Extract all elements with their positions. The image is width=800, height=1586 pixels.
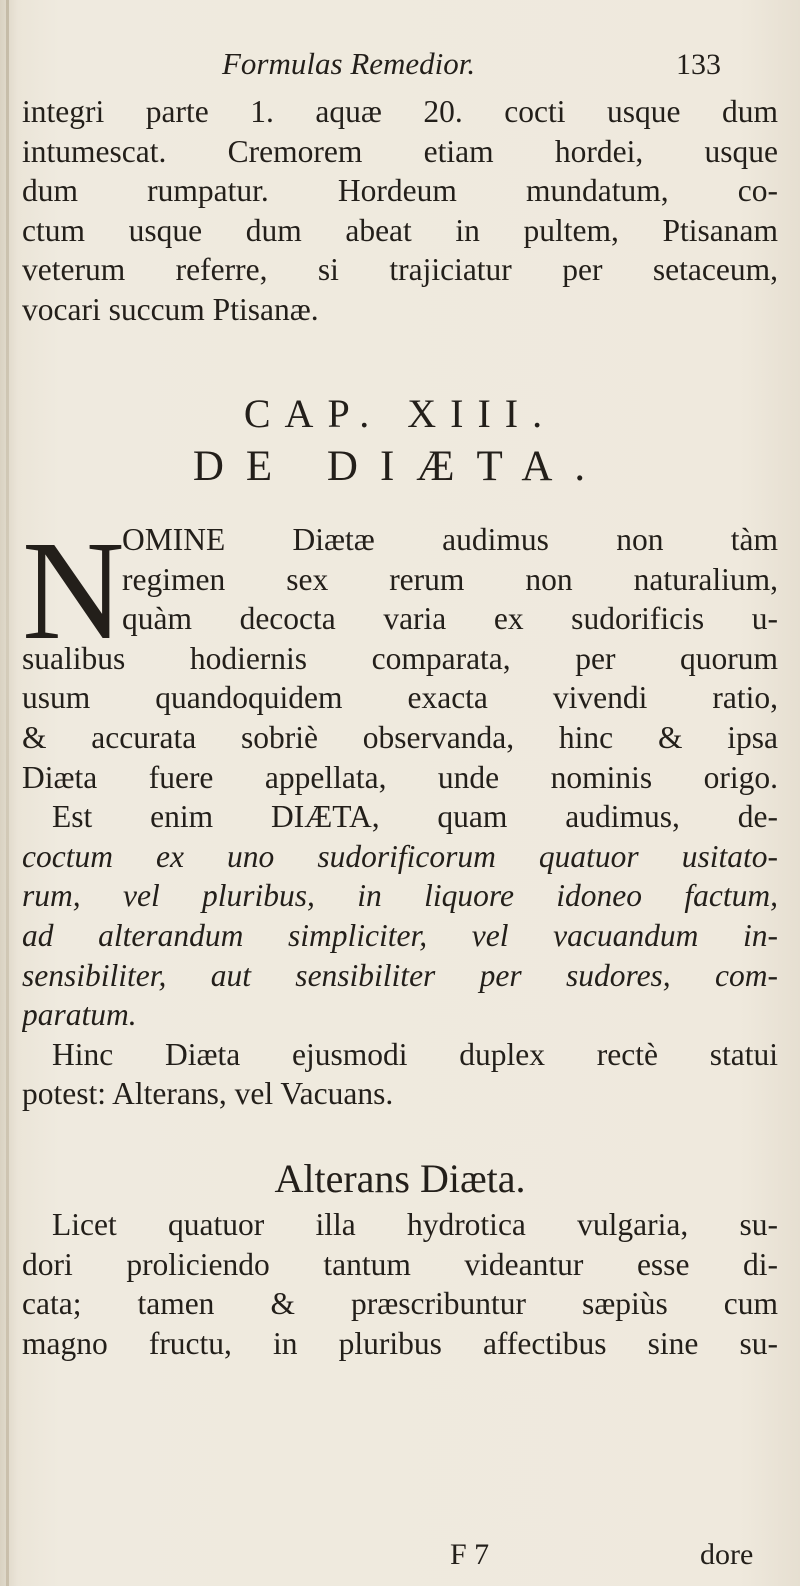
text-line: Hinc Diæta ejusmodi duplex rectè statui [52, 1036, 778, 1072]
text-line: paratum. [22, 997, 137, 1033]
text-line: usum quandoquidem exacta vivendi ratio, [22, 680, 778, 716]
text-line: sensibiliter, aut sensibiliter per sudores, com- [22, 957, 778, 993]
text-line: dori proliciendo tantum videantur esse di- [22, 1246, 778, 1282]
text-line: potest: Alterans, vel Vacuans. [22, 1076, 394, 1112]
text-line: sualibus hodiernis comparata, per quorum [22, 640, 778, 676]
text-line: veterum referre, si trajiciatur per setaceum, [22, 252, 778, 288]
chapter-number: CAP. XIII. [243, 391, 557, 436]
page-number: 133 [676, 48, 721, 81]
text-line: integri parte 1. aquæ 20. cocti usque dum [22, 94, 778, 129]
text-line: magno fructu, in pluribus affectibus sine su- [22, 1325, 778, 1361]
text-line: coctum ex uno sudorificorum quatuor usitato- [22, 838, 778, 874]
text-line: Diæta fuere appellata, unde nominis origo. [22, 759, 778, 795]
page-header [0, 46, 800, 92]
signature-mark: F 7 [450, 1538, 490, 1571]
text-line: OMINE Diætæ audimus non tàm [122, 522, 778, 557]
text-line: intumescat. Cremorem etiam hordei, usque [22, 133, 778, 169]
text-line: Licet quatuor illa hydrotica vulgaria, su- [52, 1207, 778, 1242]
binding-gutter [6, 0, 9, 1586]
section-heading: Alterans Diæta. [274, 1156, 526, 1201]
text-line: rum, vel pluribus, in liquore idoneo factum, [22, 878, 778, 914]
paragraph-2 [22, 511, 778, 1114]
chapter-title: DE DIÆTA. [192, 443, 608, 490]
drop-capital: N [22, 511, 125, 669]
paragraph-1 [22, 92, 778, 330]
text-line: dum rumpatur. Hordeum mundatum, co- [22, 173, 778, 209]
text-line: quàm decocta varia ex sudorificis u- [122, 601, 778, 637]
text-line: & accurata sobriè observanda, hinc & ipsa [22, 719, 778, 755]
paragraph-5 [22, 1205, 778, 1363]
text-line: ctum usque dum abeat in pultem, Ptisanam [22, 212, 778, 248]
text-line: regimen sex rerum non naturalium, [122, 561, 778, 597]
text-line: cata; tamen & præscribuntur sæpiùs cum [22, 1286, 778, 1322]
text-line: vocari succum Ptisanæ. [22, 291, 319, 327]
text-line: ad alterandum simpliciter, vel vacuandum in- [22, 917, 778, 953]
text-line: Est enim DIÆTA, quam audimus, de- [52, 799, 778, 835]
catchword: dore [700, 1538, 754, 1571]
running-head: Formulas Remedior. [222, 46, 476, 81]
